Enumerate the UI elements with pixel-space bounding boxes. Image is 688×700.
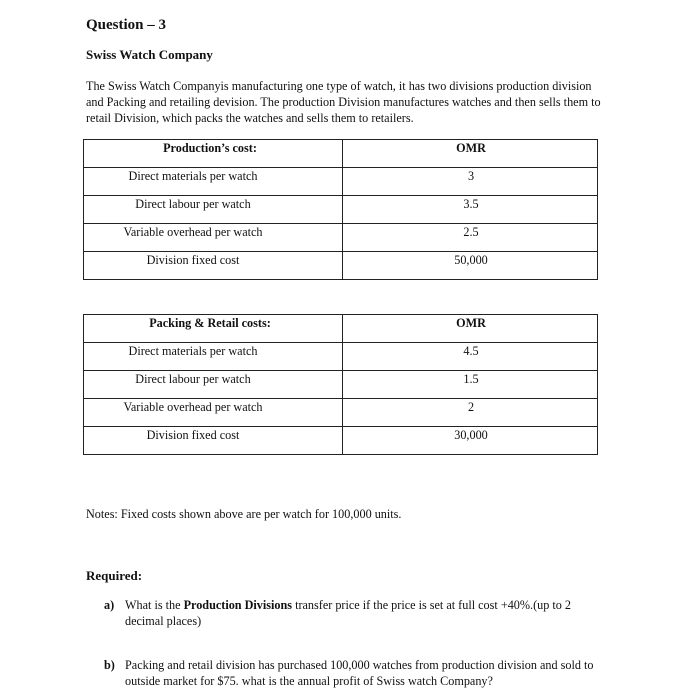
question-label: b) bbox=[104, 658, 115, 672]
cost-value: 4.5 bbox=[463, 344, 479, 358]
packing-retail-cost-table bbox=[83, 314, 598, 455]
cost-item-label: Variable overhead per watch bbox=[123, 400, 263, 414]
production-cost-table bbox=[83, 139, 598, 280]
cost-item-cell bbox=[84, 168, 343, 196]
table-header-row bbox=[84, 315, 598, 343]
table-row bbox=[84, 371, 598, 399]
header-cell bbox=[84, 140, 343, 168]
company-title: Swiss Watch Company bbox=[86, 47, 213, 62]
cost-value-cell bbox=[343, 427, 598, 455]
header-label: Packing & Retail costs: bbox=[149, 316, 271, 330]
table-row bbox=[84, 399, 598, 427]
cost-value: 2 bbox=[467, 400, 475, 414]
cost-value: 3 bbox=[467, 169, 475, 183]
cost-item-label: Division fixed cost bbox=[146, 253, 240, 267]
cost-item-label: Direct labour per watch bbox=[135, 197, 251, 211]
table-row bbox=[84, 252, 598, 280]
cost-item-cell bbox=[84, 196, 343, 224]
cost-value-cell bbox=[343, 371, 598, 399]
header-cell bbox=[343, 315, 598, 343]
question-text-part: transfer price if the price is set at full cost +40%.(up to 2 decimal places) bbox=[125, 598, 572, 628]
question-text: Packing and retail division has purchased 100,000 watches from production division and sold to outside market for $75. what is the annual profit of Swiss watch Company? bbox=[125, 658, 594, 688]
notes-text: Notes: Fixed costs shown above are per watch for 100,000 units. bbox=[86, 507, 402, 521]
question-item-b bbox=[104, 657, 604, 689]
cost-item-cell bbox=[84, 252, 343, 280]
cost-value-cell bbox=[343, 343, 598, 371]
cost-item-label: Direct materials per watch bbox=[128, 169, 258, 183]
table-row bbox=[84, 196, 598, 224]
cost-value: 1.5 bbox=[463, 372, 479, 386]
header-cell bbox=[343, 140, 598, 168]
cost-value-cell bbox=[343, 196, 598, 224]
header-cell bbox=[84, 315, 343, 343]
intro-paragraph: The Swiss Watch Companyis manufacturing one type of watch, it has two divisions production division and Packing and retailing devision. The production Division manufactures watches and then sells them to retail Division, which packs the watches and sells them to retailers. bbox=[86, 79, 601, 125]
cost-value: 2.5 bbox=[463, 225, 479, 239]
cost-value: 30,000 bbox=[454, 428, 488, 442]
question-text bbox=[125, 597, 604, 629]
question-label: a) bbox=[104, 598, 115, 612]
cost-value: 50,000 bbox=[454, 253, 488, 267]
cost-item-cell bbox=[84, 427, 343, 455]
cost-value-cell bbox=[343, 168, 598, 196]
question-item-a bbox=[104, 597, 604, 629]
cost-item-cell bbox=[84, 399, 343, 427]
question-text-part: What is the bbox=[125, 598, 184, 612]
header-label: Production’s cost: bbox=[163, 141, 257, 155]
cost-item-label: Direct labour per watch bbox=[135, 372, 251, 386]
cost-item-cell bbox=[84, 371, 343, 399]
header-currency: OMR bbox=[456, 316, 486, 330]
question-title: Question – 3 bbox=[86, 17, 167, 33]
required-heading: Required: bbox=[86, 568, 143, 583]
cost-item-label: Direct materials per watch bbox=[128, 344, 258, 358]
header-currency: OMR bbox=[456, 141, 486, 155]
cost-item-cell bbox=[84, 343, 343, 371]
cost-value-cell bbox=[343, 252, 598, 280]
question-bold-term: Production Divisions bbox=[183, 598, 293, 612]
cost-value: 3.5 bbox=[463, 197, 479, 211]
table-row bbox=[84, 168, 598, 196]
cost-item-label: Division fixed cost bbox=[146, 428, 240, 442]
table-row bbox=[84, 343, 598, 371]
cost-item-label: Variable overhead per watch bbox=[123, 225, 263, 239]
cost-value-cell bbox=[343, 224, 598, 252]
table-header-row bbox=[84, 140, 598, 168]
table-row bbox=[84, 427, 598, 455]
table-row bbox=[84, 224, 598, 252]
cost-value-cell bbox=[343, 399, 598, 427]
cost-item-cell bbox=[84, 224, 343, 252]
